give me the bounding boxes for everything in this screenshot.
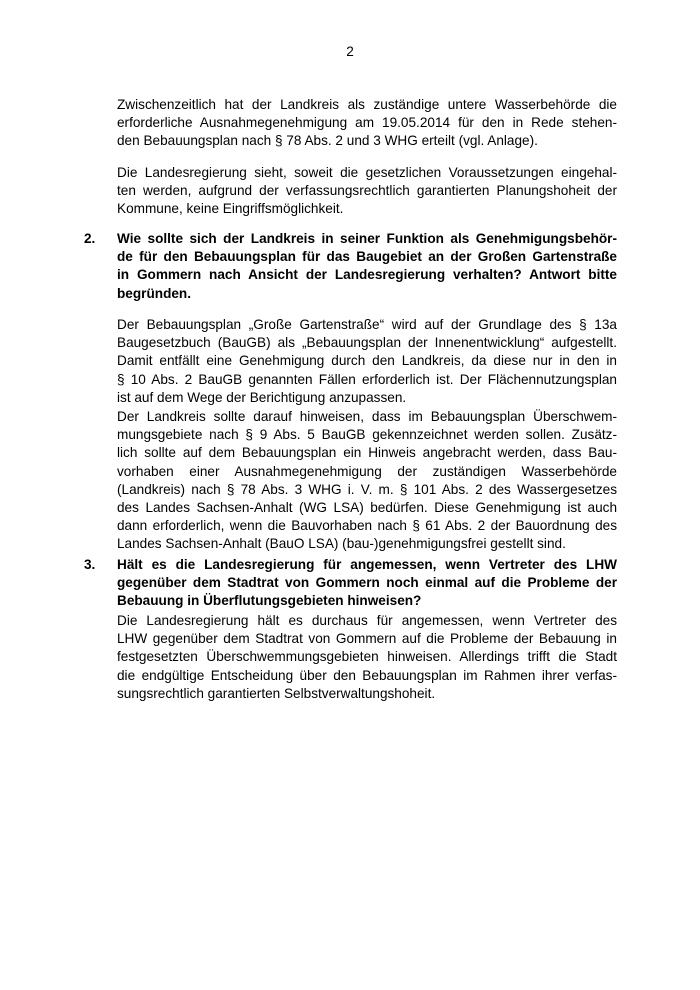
page-number: 2: [346, 44, 354, 59]
text-line: mungsgebiete nach § 9 Abs. 5 BauGB gekennzeichnet werden sollen. Zusätz-: [117, 427, 617, 443]
text-line: Die Landesregierung sieht, soweit die gesetzlichen Voraussetzungen eingehal-: [117, 165, 617, 180]
text-line: Die Landesregierung hält es durchaus für angemessen, wenn Vertreter des: [117, 613, 617, 628]
text-line: LHW gegenüber dem Stadtrat von Gommern auf die Probleme der Bebauung in: [117, 631, 617, 647]
text-line: gegenüber dem Stadtrat von Gommern noch einmal auf die Probleme der: [117, 575, 617, 591]
text-line: den Bebauungsplan nach § 78 Abs. 2 und 3 WHG erteilt (vgl. Anlage).: [117, 133, 538, 149]
intro-paragraph-1: [117, 96, 617, 151]
text-line: Landes Sachsen-Anhalt (BauO LSA) (bau-)genehmigungsfrei gestellt sind.: [117, 536, 566, 552]
question-number: 2.: [84, 231, 96, 246]
text-line: § 10 Abs. 2 BauGB genannten Fällen erforderlich ist. Der Flächennutzungsplan: [117, 371, 617, 387]
text-line: des Landes Sachsen-Anhalt (WG LSA) bedürfen. Diese Genehmigung ist auch: [117, 500, 617, 516]
text-line: Der Landkreis sollte darauf hinweisen, dass im Bebauungsplan Überschwem-: [117, 409, 617, 424]
text-line: sungsrechtlich garantierten Selbstverwaltungshoheit.: [117, 685, 436, 701]
intro-paragraph-2: [117, 164, 617, 219]
text-line: die endgültige Entscheidung über den Bebauungsplan im Rahmen ihrer verfas-: [117, 667, 617, 683]
text-line: erforderliche Ausnahmegenehmigung am 19.05.2014 für den in Rede stehen-: [117, 115, 617, 131]
text-line: Zwischenzeitlich hat der Landkreis als zuständige untere Wasserbehörde die: [117, 97, 617, 112]
text-line: lich sollte auf dem Bebauungsplan ein Hinweis angebracht werden, dass Bau-: [117, 445, 617, 461]
text-line: (Landkreis) nach § 78 Abs. 3 WHG i. V. m. § 101 Abs. 2 des Wassergesetzes: [117, 481, 617, 497]
text-line: Kommune, keine Eingriffsmöglichkeit.: [117, 201, 344, 217]
answer-2-paragraph-1: [117, 316, 617, 407]
text-line: de für den Bebauungsplan für das Baugebiet an der Großen Gartenstraße: [117, 249, 617, 265]
text-line: ten werden, aufgrund der verfassungsrechtlich garantierten Planungshoheit der: [117, 183, 617, 199]
text-line: begründen.: [117, 285, 192, 301]
text-line: festgesetzten Überschwemmungsgebieten hinweisen. Allerdings trifft die Stadt: [117, 649, 617, 665]
text-line: Hält es die Landesregierung für angemessen, wenn Vertreter des LHW: [117, 557, 617, 572]
answer-2-paragraph-2: [117, 408, 617, 554]
text-line: Wie sollte sich der Landkreis in seiner Funktion als Genehmigungsbehör-: [117, 231, 617, 246]
text-line: Der Bebauungsplan „Große Gartenstraße“ wird auf der Grundlage des § 13a: [117, 317, 617, 332]
question-2: [117, 230, 617, 303]
text-line: ist auf dem Wege der Berichtigung anzupassen.: [117, 389, 407, 405]
text-line: Baugesetzbuch (BauGB) als „Bebauungsplan der Innenentwicklung“ aufgestellt.: [117, 335, 617, 351]
text-line: dann erforderlich, wenn die Bauvorhaben nach § 61 Abs. 2 der Bauordnung des: [117, 518, 617, 534]
question-number: 3.: [84, 557, 96, 572]
question-3: [117, 556, 617, 611]
text-line: Damit entfällt eine Genehmigung durch den Landkreis, da diese nur in den in: [117, 353, 617, 369]
answer-3-paragraph-1: [117, 612, 617, 703]
text-line: in Gommern nach Ansicht der Landesregierung verhalten? Antwort bitte: [117, 267, 617, 283]
text-line: vorhaben einer Ausnahmegenehmigung der zuständigen Wasserbehörde: [117, 463, 617, 479]
text-line: Bebauung in Überflutungsgebieten hinweisen?: [117, 593, 422, 609]
